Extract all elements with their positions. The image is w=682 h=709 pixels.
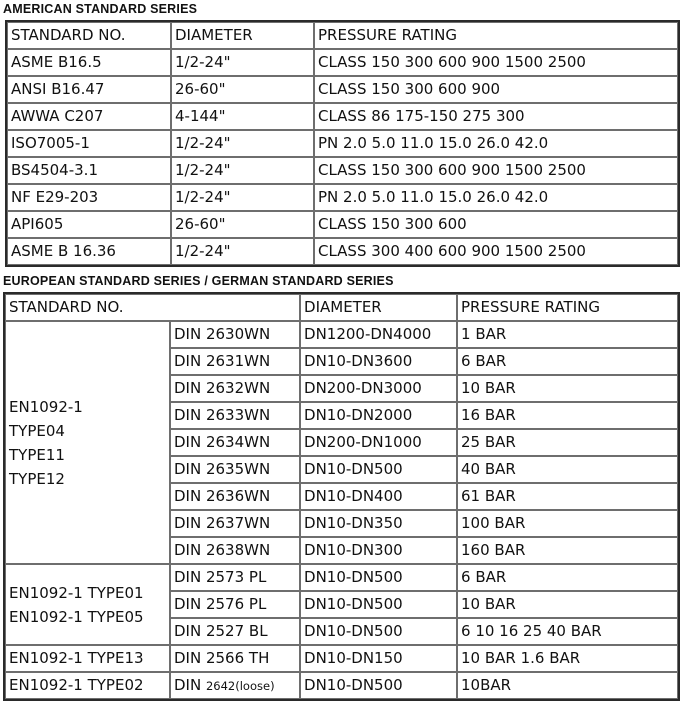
pressure-rating-cell: 100 BAR — [457, 510, 678, 537]
diameter-cell: DN10-DN150 — [300, 645, 457, 672]
table-row — [5, 321, 678, 348]
diameter-cell: 1/2-24" — [171, 184, 314, 211]
din-cell: DIN 2630WN — [170, 321, 300, 348]
pressure-rating-cell: 16 BAR — [457, 402, 678, 429]
din-cell: DIN 2638WN — [170, 537, 300, 564]
table-row — [7, 76, 678, 103]
table-row — [7, 211, 678, 238]
diameter-cell: 1/2-24" — [171, 157, 314, 184]
table-row — [7, 49, 678, 76]
diameter-cell: DN10-DN500 — [300, 618, 457, 645]
din-cell: DIN 2635WN — [170, 456, 300, 483]
diameter-cell: DN200-DN3000 — [300, 375, 457, 402]
pressure-rating-cell: 10 BAR 1.6 BAR — [457, 645, 678, 672]
standard-line: TYPE11 — [9, 445, 65, 464]
pressure-rating-cell: 25 BAR — [457, 429, 678, 456]
standard-line: TYPE04 — [9, 421, 65, 440]
diameter-cell: DN10-DN500 — [300, 672, 457, 699]
standard-group-cell — [5, 564, 170, 645]
standard-line: EN1092-1 TYPE01 — [9, 583, 144, 602]
din-cell — [170, 672, 300, 699]
diameter-cell: DN10-DN300 — [300, 537, 457, 564]
pressure-rating-cell: 1 BAR — [457, 321, 678, 348]
diameter-cell: 1/2-24" — [171, 130, 314, 157]
header-pressure-rating: PRESSURE RATING — [314, 22, 678, 49]
standard-group-cell: EN1092-1 TYPE02 — [5, 672, 170, 699]
din-cell: DIN 2634WN — [170, 429, 300, 456]
table-row — [7, 238, 678, 265]
standard-no-cell: BS4504-3.1 — [7, 157, 171, 184]
standard-no-cell: API605 — [7, 211, 171, 238]
pressure-rating-cell: 10BAR — [457, 672, 678, 699]
header-standard-no: STANDARD NO. — [7, 22, 171, 49]
din-cell: DIN 2576 PL — [170, 591, 300, 618]
table-row — [5, 645, 678, 672]
table-row — [5, 564, 678, 591]
pressure-rating-cell: 10 BAR — [457, 591, 678, 618]
diameter-cell: 4-144" — [171, 103, 314, 130]
header-diameter: DIAMETER — [171, 22, 314, 49]
table-row — [7, 103, 678, 130]
standard-no-cell: ANSI B16.47 — [7, 76, 171, 103]
table-row — [7, 184, 678, 211]
table-header-row — [5, 294, 678, 321]
din-cell: DIN 2573 PL — [170, 564, 300, 591]
pressure-rating-cell: 6 BAR — [457, 564, 678, 591]
pressure-rating-cell: 160 BAR — [457, 537, 678, 564]
table-header-row — [7, 22, 678, 49]
din-prefix: DIN — [174, 676, 202, 694]
din-cell: DIN 2566 TH — [170, 645, 300, 672]
pressure-rating-cell: 6 10 16 25 40 BAR — [457, 618, 678, 645]
standard-no-cell: ISO7005-1 — [7, 130, 171, 157]
pressure-rating-cell: CLASS 150 300 600 900 — [314, 76, 678, 103]
diameter-cell: 1/2-24" — [171, 49, 314, 76]
diameter-cell: DN10-DN500 — [300, 564, 457, 591]
european-table-body — [5, 294, 678, 699]
standard-line: TYPE12 — [9, 469, 65, 488]
standard-group-cell: EN1092-1 TYPE13 — [5, 645, 170, 672]
american-standard-table — [5, 20, 680, 267]
din-cell: DIN 2632WN — [170, 375, 300, 402]
european-section-title: EUROPEAN STANDARD SERIES / GERMAN STANDARD SERIES — [3, 274, 394, 288]
standard-no-cell: ASME B16.5 — [7, 49, 171, 76]
american-section-title: AMERICAN STANDARD SERIES — [3, 2, 198, 16]
standard-no-cell: AWWA C207 — [7, 103, 171, 130]
din-cell: DIN 2527 BL — [170, 618, 300, 645]
pressure-rating-cell: 40 BAR — [457, 456, 678, 483]
diameter-cell: 26-60" — [171, 211, 314, 238]
diameter-cell: 26-60" — [171, 76, 314, 103]
standard-group-cell — [5, 321, 170, 564]
din-cell: DIN 2637WN — [170, 510, 300, 537]
pressure-rating-cell: PN 2.0 5.0 11.0 15.0 26.0 42.0 — [314, 184, 678, 211]
diameter-cell: DN10-DN500 — [300, 456, 457, 483]
din-cell: DIN 2631WN — [170, 348, 300, 375]
table-row — [7, 130, 678, 157]
diameter-cell: DN10-DN3600 — [300, 348, 457, 375]
header-standard-no: STANDARD NO. — [5, 294, 300, 321]
diameter-cell: DN10-DN500 — [300, 591, 457, 618]
american-table-body — [7, 22, 678, 265]
diameter-cell: DN10-DN2000 — [300, 402, 457, 429]
european-standard-table — [3, 292, 680, 701]
header-pressure-rating: PRESSURE RATING — [457, 294, 678, 321]
diameter-cell: DN10-DN350 — [300, 510, 457, 537]
din-cell: DIN 2636WN — [170, 483, 300, 510]
diameter-cell: DN1200-DN4000 — [300, 321, 457, 348]
pressure-rating-cell: 6 BAR — [457, 348, 678, 375]
standard-no-cell: NF E29-203 — [7, 184, 171, 211]
standard-line: EN1092-1 — [9, 397, 83, 416]
din-suffix: 2642(loose) — [205, 679, 275, 693]
standard-line: EN1092-1 TYPE05 — [9, 607, 144, 626]
standard-no-cell: ASME B 16.36 — [7, 238, 171, 265]
diameter-cell: 1/2-24" — [171, 238, 314, 265]
pressure-rating-cell: CLASS 150 300 600 900 1500 2500 — [314, 49, 678, 76]
din-cell: DIN 2633WN — [170, 402, 300, 429]
header-diameter: DIAMETER — [300, 294, 457, 321]
pressure-rating-cell: 61 BAR — [457, 483, 678, 510]
diameter-cell: DN200-DN1000 — [300, 429, 457, 456]
pressure-rating-cell: CLASS 300 400 600 900 1500 2500 — [314, 238, 678, 265]
pressure-rating-cell: CLASS 150 300 600 — [314, 211, 678, 238]
table-row — [7, 157, 678, 184]
pressure-rating-cell: 10 BAR — [457, 375, 678, 402]
pressure-rating-cell: CLASS 150 300 600 900 1500 2500 — [314, 157, 678, 184]
pressure-rating-cell: CLASS 86 175-150 275 300 — [314, 103, 678, 130]
table-row — [5, 672, 678, 699]
diameter-cell: DN10-DN400 — [300, 483, 457, 510]
pressure-rating-cell: PN 2.0 5.0 11.0 15.0 26.0 42.0 — [314, 130, 678, 157]
